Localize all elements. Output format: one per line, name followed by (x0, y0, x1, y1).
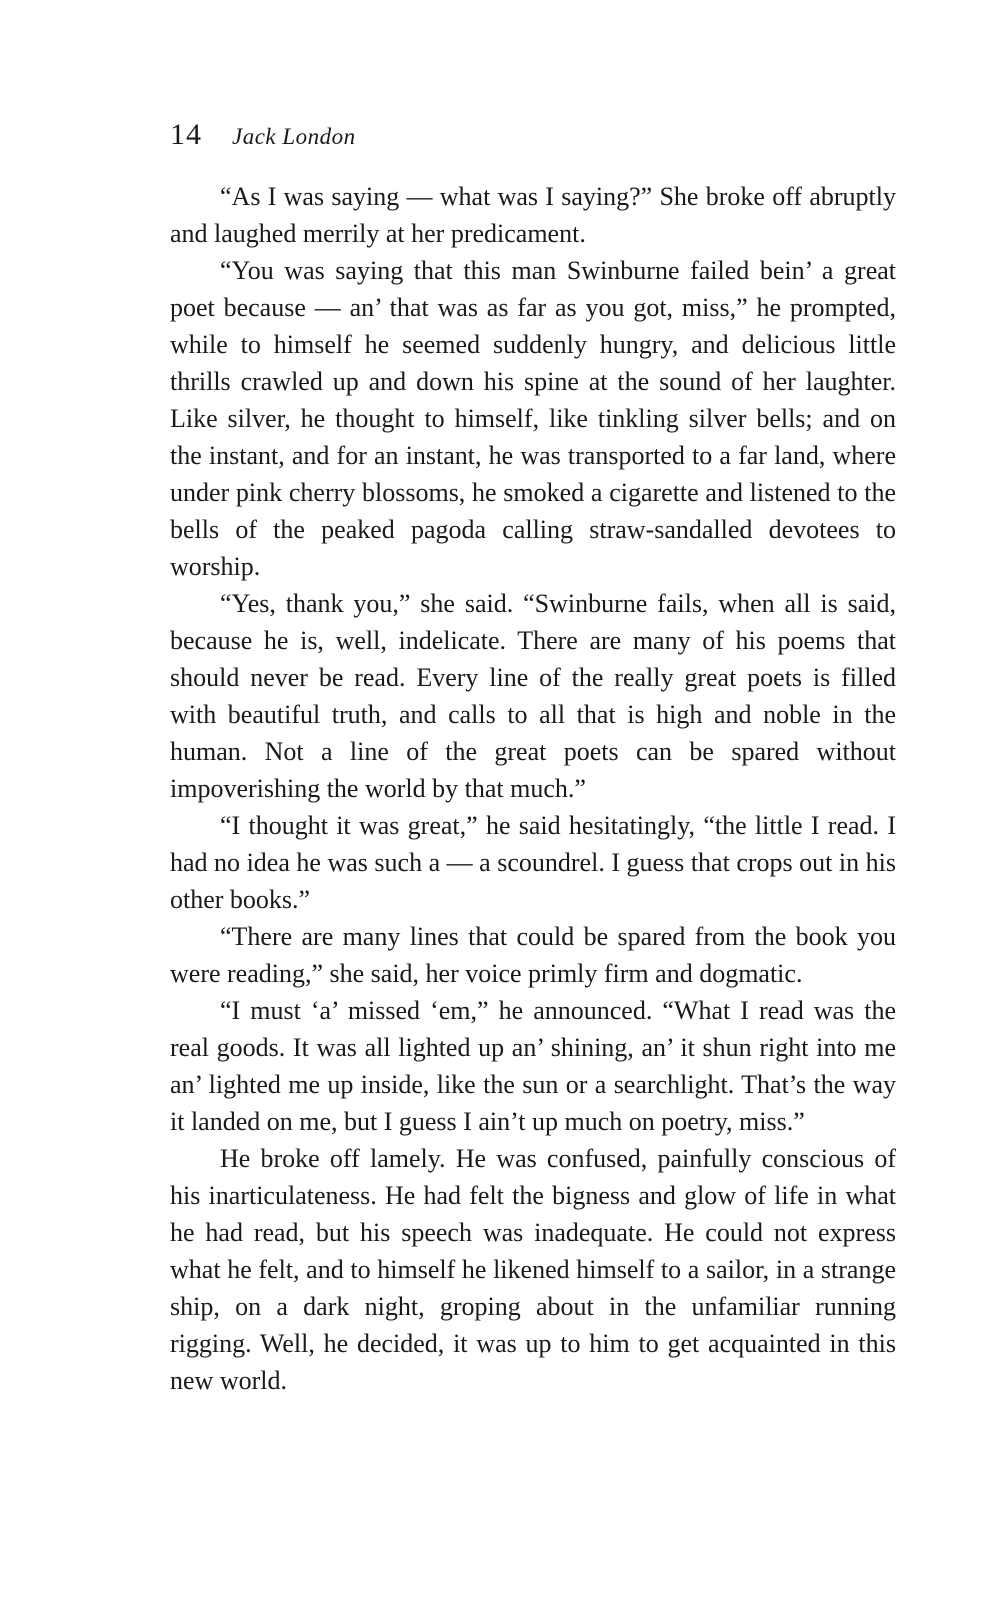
paragraph: “Yes, thank you,” she said. “Swinburne fails, when all is said, because he is, well, indelicate. There are many of his poems that should never be read. Every line of the really great poets is filled with beautiful truth, and calls to all that is high and noble in the human. Not a line of the great poets can be spared without impoverishing the world by that much.” (170, 589, 896, 803)
paragraph: He broke off lamely. He was confused, painfully conscious of his inarticulateness. He had felt the bigness and glow of life in what he had read, but his speech was inadequate. He could not express what he felt, and to himself he likened himself to a sailor, in a strange ship, on a dark night, groping about in the unfamiliar running rigging. Well, he decided, it was up to him to get acquainted in this new world. (170, 1144, 896, 1395)
paragraph: “You was saying that this man Swinburne failed bein’ a great poet because — an’ that was as far as you got, miss,” he prompted, while to himself he seemed suddenly hungry, and delicious little thrills crawled up and down his spine at the sound of her laughter. Like silver, he thought to himself, like tinkling silver bells; and on the instant, and for an instant, he was transported to a far land, where under pink cherry blossoms, he smoked a cigarette and listened to the bells of the peaked pagoda calling straw-sandalled devotees to worship. (170, 256, 896, 581)
body-text (170, 178, 896, 1399)
paragraph: “As I was saying — what was I saying?” She broke off abruptly and laughed merrily at her predicament. (170, 182, 896, 248)
paragraph: “I thought it was great,” he said hesitatingly, “the little I read. I had no idea he was such a — a scoundrel. I guess that crops out in his other books.” (170, 811, 896, 914)
paragraph: “There are many lines that could be spared from the book you were reading,” she said, her voice primly firm and dogmatic. (170, 922, 896, 988)
paragraph: “I must ‘a’ missed ‘em,” he announced. “What I read was the real goods. It was all lighted up an’ shining, an’ it shun right into me an’ lighted me up inside, like the sun or a searchlight. That’s the way it landed on me, but I guess I ain’t up much on poetry, miss.” (170, 996, 896, 1136)
running-title: Jack London (232, 124, 356, 149)
page-number: 14 (170, 118, 202, 151)
running-head (170, 118, 356, 158)
